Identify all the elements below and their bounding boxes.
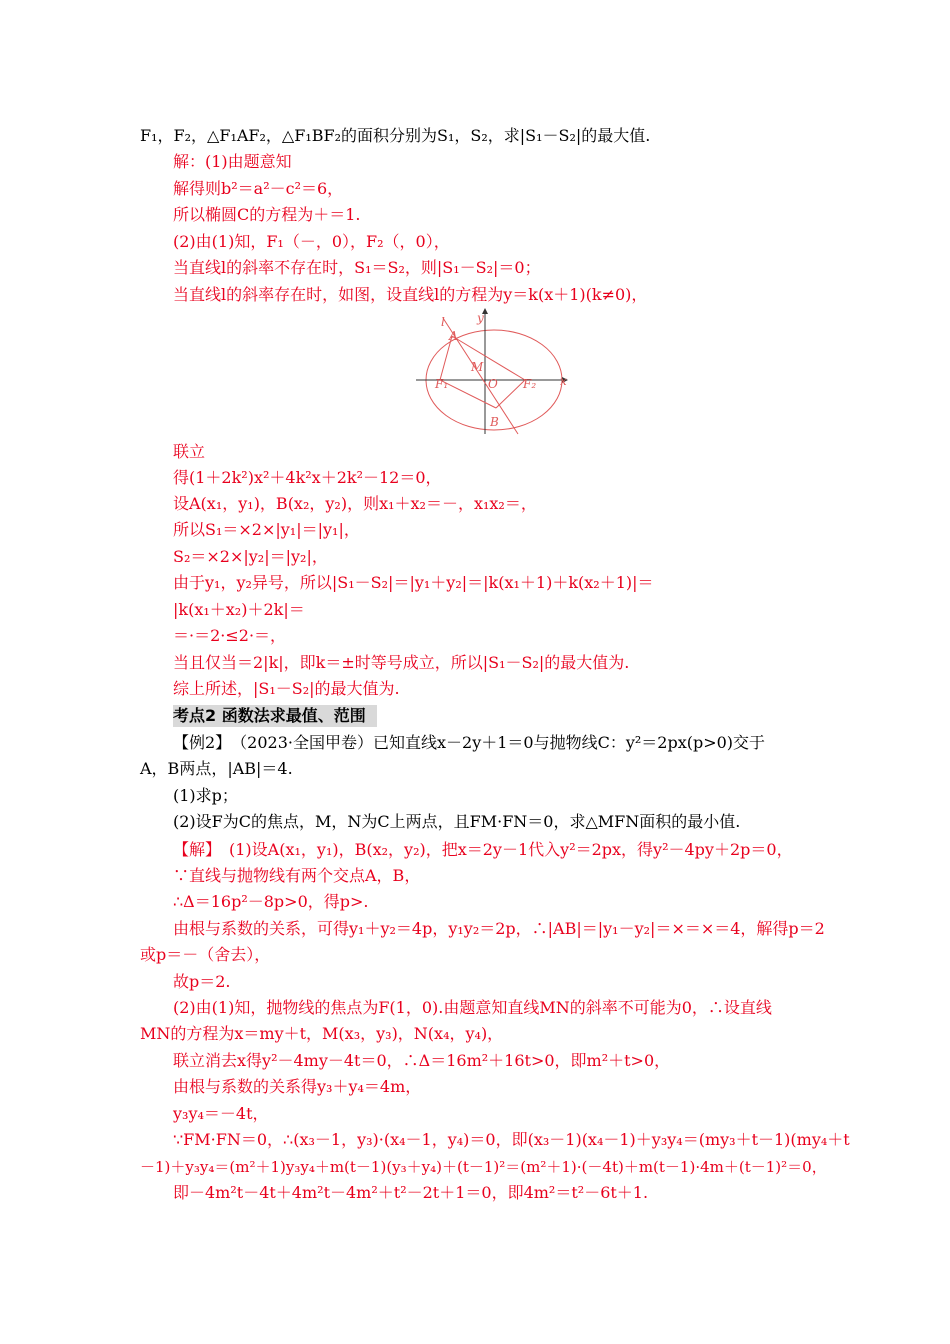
solution-intro: 解：(1)由题意知 <box>173 152 292 171</box>
solution-line: 当直线l的斜率存在时，如图，设直线l的方程为y＝k(x＋1)(k≠0)， <box>173 285 648 304</box>
solution-line: 由于y₁，y₂异号，所以|S₁－S₂|＝|y₁＋y₂|＝|k(x₁＋1)＋k(x₂＋1)|＝ <box>173 573 654 592</box>
example-question-2: (2)设F为C的焦点，M，N为C上两点，且FM·FN＝0，求△MFN面积的最小值. <box>173 812 741 831</box>
example-statement: 【例2】 （2023·全国甲卷）已知直线x－2y＋1＝0与抛物线C：y²＝2px(p>0)交于 <box>173 733 766 752</box>
label-O: O <box>488 377 498 391</box>
solution-line: 所以S₁＝×2×|y₁|＝|y₁|， <box>173 520 360 539</box>
solution-line: (2)由(1)知，抛物线的焦点为F(1，0).由题意知直线MN的斜率不可能为0，∴设直线 <box>173 998 772 1017</box>
ellipse-figure <box>410 308 580 436</box>
solution-line: 当且仅当＝2|k|，即k＝±时等号成立，所以|S₁－S₂|的最大值为. <box>173 653 630 672</box>
example-solution-intro: 【解】 (1)设A(x₁，y₁)，B(x₂，y₂)，把x＝2y－1代入y²＝2px，得y²－4py＋2p＝0， <box>173 840 793 859</box>
solution-conclusion: 综上所述，|S₁－S₂|的最大值为. <box>173 679 400 698</box>
solution-line: 联立 <box>173 442 206 461</box>
solution-line: 即－4m²t－4t＋4m²t－4m²＋t²－2t＋1＝0，即4m²＝t²－6t＋1. <box>173 1183 649 1202</box>
example-statement-cont: A，B两点，|AB|＝4. <box>140 759 293 778</box>
solution-line: 所以椭圆C的方程为＋＝1. <box>173 205 361 224</box>
solution-line: －1)＋y₃y₄＝(m²＋1)y₃y₄＋m(t－1)(y₃＋y₄)＋(t－1)²＝(m²＋1)·(－4t)＋m(t－1)·4m＋(t－1)²＝0， <box>140 1158 827 1176</box>
label-F1: F₁ <box>435 377 449 391</box>
example-question-1: (1)求p； <box>173 786 238 805</box>
label-A: A <box>449 329 458 343</box>
solution-line: 故p＝2. <box>173 972 231 991</box>
solution-line: (2)由(1)知，F₁（－，0），F₂（，0）， <box>173 232 450 251</box>
segment-A-F2 <box>452 336 525 380</box>
section-heading: 考点2 函数法求最值、范围 <box>173 705 377 727</box>
solution-line: 解得则b²＝a²－c²＝6， <box>173 179 344 198</box>
solution-line: 设A(x₁，y₁)，B(x₂，y₂)，则x₁＋x₂＝－，x₁x₂＝， <box>173 494 537 513</box>
solution-line: ∵FM·FN＝0，∴(x₃－1，y₃)·(x₄－1，y₄)＝0，即(x₃－1)(x₄－1)＋y₃y₄＝(my₃＋t－1)(my₄＋t <box>173 1130 850 1149</box>
segment-F2-B <box>496 380 525 408</box>
label-F2: F₂ <box>523 377 537 391</box>
solution-line: 当直线l的斜率不存在时，S₁＝S₂，则|S₁－S₂|＝0； <box>173 258 541 277</box>
solution-line: |k(x₁＋x₂)＋2k|＝ <box>173 600 305 619</box>
solution-line: ∴Δ＝16p²－8p>0，得p>. <box>173 892 369 911</box>
solution-line: ＝·＝2·≤2·＝， <box>173 626 287 645</box>
solution-line: S₂＝×2×|y₂|＝|y₂|， <box>173 547 328 566</box>
solution-line: ∵直线与抛物线有两个交点A，B， <box>173 866 421 885</box>
label-M: M <box>471 360 484 374</box>
problem-statement-tail: F₁，F₂，△F₁AF₂，△F₁BF₂的面积分别为S₁，S₂，求|S₁－S₂|的最大值. <box>140 126 651 145</box>
solution-line: 由根与系数的关系，可得y₁＋y₂＝4p，y₁y₂＝2p，∴|AB|＝|y₁－y₂|＝×＝×＝4，解得p＝2 <box>173 919 825 938</box>
solution-line: 联立消去x得y²－4my－4t＝0，∴Δ＝16m²＋16t>0，即m²＋t>0， <box>173 1051 671 1070</box>
solution-line: 由根与系数的关系得y₃＋y₄＝4m， <box>173 1077 422 1096</box>
label-B: B <box>490 415 499 429</box>
solution-line: 得(1＋2k²)x²＋4k²x＋2k²－12＝0， <box>173 468 442 487</box>
label-y: y <box>477 311 484 325</box>
label-x: x <box>560 374 567 388</box>
solution-line: MN的方程为x＝my＋t，M(x₃，y₃)，N(x₄，y₄)， <box>140 1024 504 1043</box>
solution-line: y₃y₄＝－4t， <box>173 1104 269 1123</box>
solution-line: 或p＝－（舍去）， <box>140 945 271 964</box>
label-l: l <box>441 315 445 329</box>
